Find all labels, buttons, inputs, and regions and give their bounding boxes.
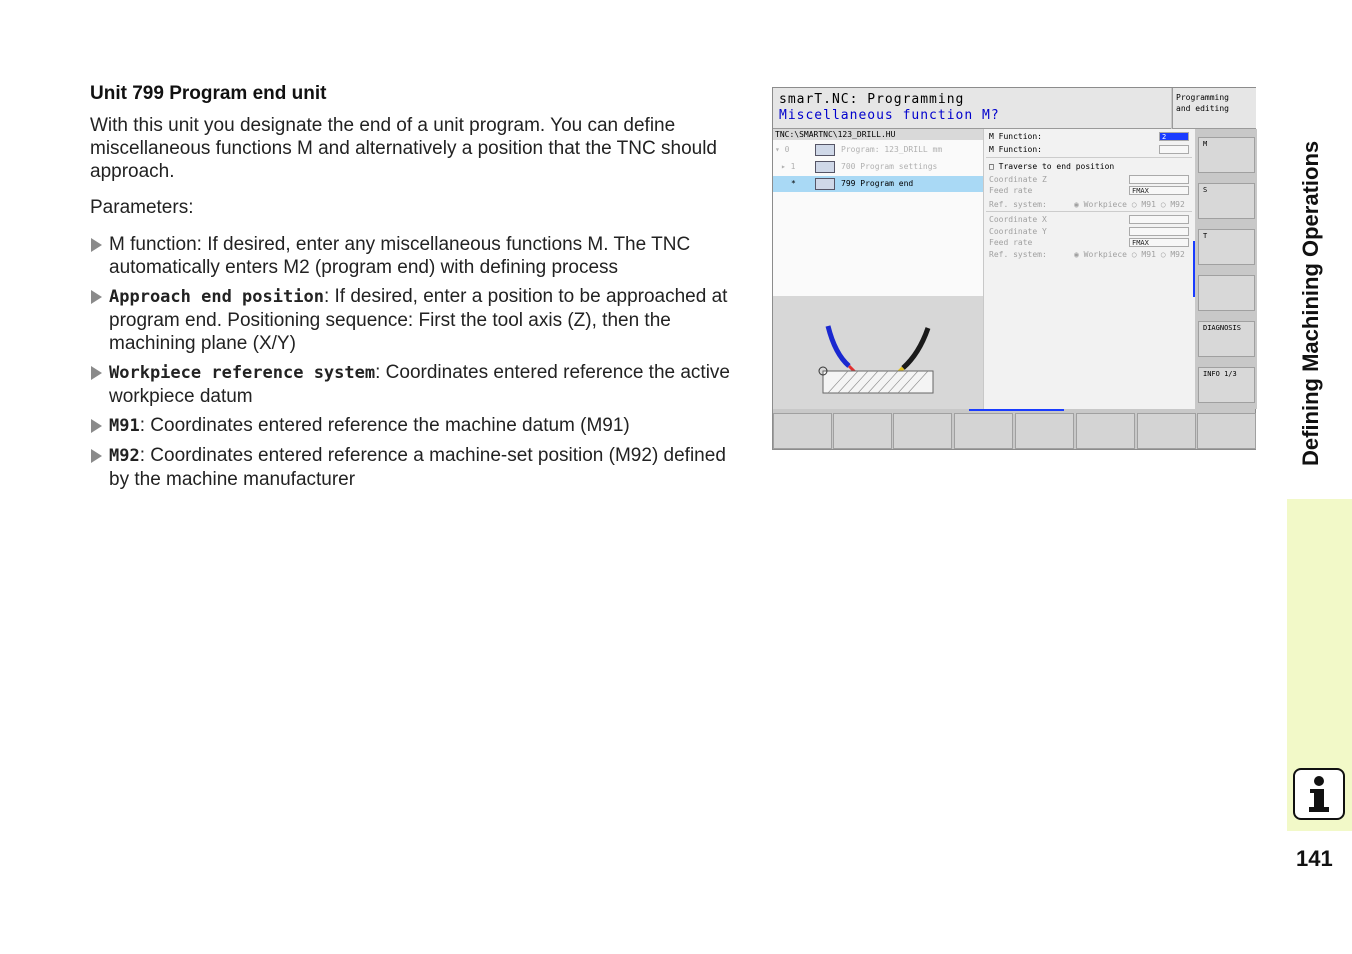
program-icon bbox=[815, 144, 835, 156]
ref-system-radio-1[interactable]: ◉ Workpiece ○ M91 ○ M92 bbox=[1074, 200, 1185, 209]
softkey-7[interactable] bbox=[1137, 413, 1196, 449]
section-heading: Unit 799 Program end unit bbox=[90, 83, 327, 104]
unit-icon bbox=[815, 178, 835, 190]
softkey-info[interactable]: INFO 1/3 bbox=[1198, 367, 1255, 403]
param-term: M91 bbox=[109, 416, 140, 436]
softkey-m[interactable]: M bbox=[1198, 137, 1255, 173]
list-item: Workpiece reference system: Coordinates entered reference the active workpiece datum bbox=[90, 361, 740, 408]
mode-indicator: Programming and editing bbox=[1172, 88, 1256, 129]
page-number: 141 bbox=[1296, 846, 1333, 871]
tnc-screenshot bbox=[772, 87, 1256, 450]
list-item: M function: If desired, enter any miscellaneous functions M. The TNC automatically enters M2 (program end) with defining process bbox=[90, 233, 740, 279]
vertical-softkeys bbox=[1196, 129, 1257, 409]
info-icon bbox=[1293, 768, 1345, 820]
coordinate-z-field[interactable] bbox=[1129, 175, 1189, 184]
param-term: M92 bbox=[109, 446, 140, 466]
approach-graphic bbox=[773, 296, 983, 409]
m-function-field-1[interactable]: 2 bbox=[1159, 132, 1189, 141]
feed-rate-field-1[interactable]: FMAX bbox=[1129, 186, 1189, 195]
softkey-3[interactable] bbox=[893, 413, 952, 449]
bullet-triangle-icon bbox=[91, 449, 102, 463]
help-graphic bbox=[773, 296, 983, 409]
text-column bbox=[90, 82, 740, 497]
file-path: TNC:\SMARTNC\123_DRILL.HU bbox=[773, 129, 983, 140]
softkey-diagnosis[interactable]: DIAGNOSIS bbox=[1198, 321, 1255, 357]
coordinate-y-field[interactable] bbox=[1129, 227, 1189, 236]
softkey-8[interactable] bbox=[1197, 413, 1256, 449]
list-item: M92: Coordinates entered reference a machine-set position (M92) defined by the machine manufacturer bbox=[90, 444, 740, 491]
screen-header bbox=[773, 88, 1171, 129]
parameter-list bbox=[90, 233, 740, 491]
bullet-triangle-icon bbox=[91, 238, 102, 252]
chapter-title: Defining Machining Operations bbox=[1298, 140, 1323, 466]
tree-row[interactable]: ▾ 0 Program: 123_DRILL mm bbox=[775, 145, 943, 154]
scrollbar[interactable] bbox=[1193, 241, 1195, 297]
mode-title: smarT.NC: Programming bbox=[779, 92, 965, 107]
param-term: Approach end position bbox=[109, 287, 324, 307]
dialog-question: Miscellaneous function M? bbox=[779, 108, 1000, 123]
intro-paragraph: With this unit you designate the end of a unit program. You can define miscellaneous functions M and alternatively a position that the TNC should approach. bbox=[90, 115, 717, 182]
feed-rate-field-2[interactable]: FMAX bbox=[1129, 238, 1189, 247]
program-tree bbox=[773, 129, 983, 296]
param-term: Workpiece reference system bbox=[109, 363, 376, 383]
ref-system-radio-2[interactable]: ◉ Workpiece ○ M91 ○ M92 bbox=[1074, 250, 1185, 259]
softkey-1[interactable] bbox=[773, 413, 832, 449]
bullet-triangle-icon bbox=[91, 366, 102, 380]
parameter-form: M Function: 2 M Function: □ Traverse to end position Coordinate Z Feed rate FMAX Ref. system: ◉ Workpiece ○ M91 ○ M92 Coordinate X Coordinate Y Feed rate FMAX Ref. system: ◉ Workpiece ○ M91 ○ M92 bbox=[984, 129, 1195, 409]
list-item: Approach end position: If desired, enter a position to be approached at program end. Positioning sequence: First the tool axis (Z), then the machining plane (X/Y) bbox=[90, 285, 740, 355]
traverse-checkbox[interactable]: □ Traverse to end position bbox=[989, 162, 1115, 171]
coordinate-x-field[interactable] bbox=[1129, 215, 1189, 224]
list-item: M91: Coordinates entered reference the machine datum (M91) bbox=[90, 414, 740, 438]
softkey-empty[interactable] bbox=[1198, 275, 1255, 311]
bullet-triangle-icon bbox=[91, 290, 102, 304]
softkey-6[interactable] bbox=[1076, 413, 1135, 449]
unit-icon bbox=[815, 161, 835, 173]
tree-row-selected[interactable]: * 799 Program end bbox=[773, 176, 983, 192]
bullet-triangle-icon bbox=[91, 419, 102, 433]
softkey-4[interactable] bbox=[954, 413, 1013, 449]
horizontal-softkeys bbox=[773, 411, 1257, 450]
m-function-field-2[interactable] bbox=[1159, 145, 1189, 154]
softkey-5[interactable] bbox=[1015, 413, 1074, 449]
parameters-label: Parameters: bbox=[90, 197, 194, 218]
softkey-t[interactable]: T bbox=[1198, 229, 1255, 265]
softkey-s[interactable]: S bbox=[1198, 183, 1255, 219]
tree-row[interactable]: ▸ 1 700 Program settings bbox=[781, 162, 938, 171]
softkey-2[interactable] bbox=[833, 413, 892, 449]
